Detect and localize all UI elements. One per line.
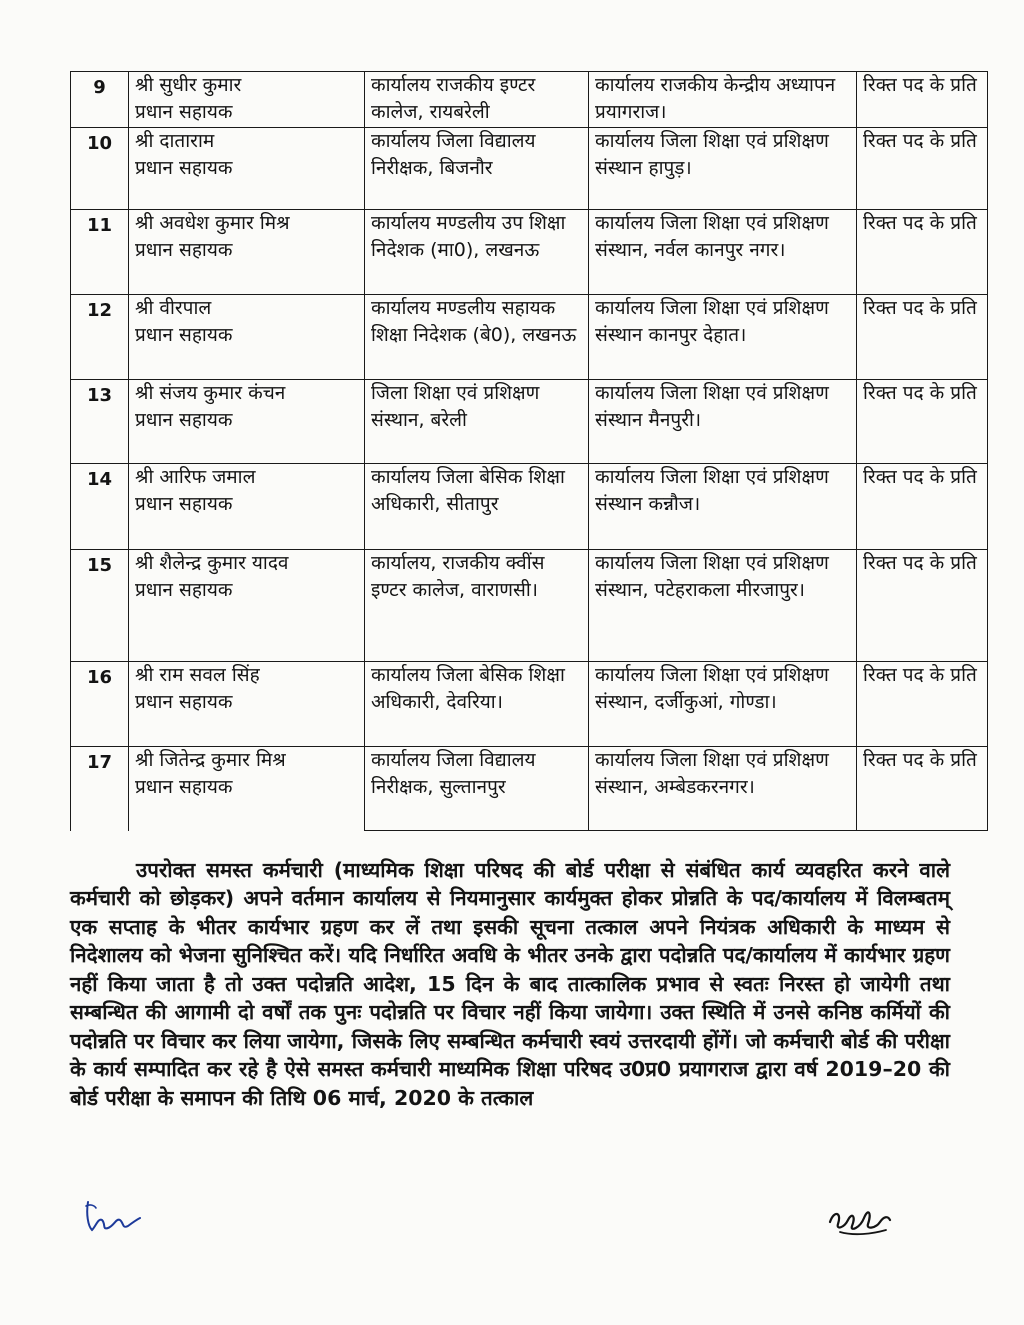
employee-cell — [129, 747, 365, 831]
current-office: कार्यालय जिला विद्यालय निरीक्षक, सुल्तानपुर — [365, 747, 589, 831]
employee-cell — [129, 380, 365, 464]
employee-name: श्री शैलेन्द्र कुमार यादव — [135, 552, 289, 574]
employee-designation: प्रधान सहायक — [135, 493, 233, 515]
employee-cell — [129, 550, 365, 662]
promoted-office: कार्यालय जिला शिक्षा एवं प्रशिक्षण संस्थान, दर्जीकुआं, गोण्डा। — [589, 662, 857, 747]
employee-name: श्री अवधेश कुमार मिश्र — [135, 212, 290, 234]
current-office: कार्यालय जिला बेसिक शिक्षा अधिकारी, सीतापुर — [365, 464, 589, 550]
current-office: कार्यालय मण्डलीय उप शिक्षा निदेशक (मा0), लखनऊ — [365, 210, 589, 295]
remark: रिक्त पद के प्रति — [857, 662, 988, 747]
serial-number: 16 — [71, 662, 129, 747]
employee-designation: प्रधान सहायक — [135, 101, 233, 123]
table-row — [71, 464, 988, 550]
promoted-office: कार्यालय जिला शिक्षा एवं प्रशिक्षण संस्थान कानपुर देहात। — [589, 295, 857, 380]
table-row — [71, 295, 988, 380]
promoted-office: कार्यालय जिला शिक्षा एवं प्रशिक्षण संस्थान मैनपुरी। — [589, 380, 857, 464]
employee-name: श्री राम सवल सिंह — [135, 664, 260, 686]
employee-name: श्री वीरपाल — [135, 297, 212, 319]
employee-cell — [129, 662, 365, 747]
promoted-office: कार्यालय राजकीय केन्द्रीय अध्यापन प्रयागराज। — [589, 72, 857, 128]
initials-signature — [82, 1196, 142, 1236]
employee-name: श्री दाताराम — [135, 130, 215, 152]
table-row — [71, 72, 988, 128]
employee-name: श्री संजय कुमार कंचन — [135, 382, 286, 404]
remark: रिक्त पद के प्रति — [857, 747, 988, 831]
promoted-office: कार्यालय जिला शिक्षा एवं प्रशिक्षण संस्थान, नर्वल कानपुर नगर। — [589, 210, 857, 295]
officer-signature — [826, 1198, 896, 1240]
promoted-office: कार्यालय जिला शिक्षा एवं प्रशिक्षण संस्थान, पटेहराकला मीरजापुर। — [589, 550, 857, 662]
employee-name: श्री जितेन्द्र कुमार मिश्र — [135, 749, 286, 771]
employee-cell — [129, 210, 365, 295]
current-office: कार्यालय राजकीय इण्टर कालेज, रायबरेली — [365, 72, 589, 128]
table-row — [71, 662, 988, 747]
serial-number: 17 — [71, 747, 129, 831]
current-office: कार्यालय जिला बेसिक शिक्षा अधिकारी, देवरिया। — [365, 662, 589, 747]
remark: रिक्त पद के प्रति — [857, 72, 988, 128]
employee-cell — [129, 72, 365, 128]
employee-designation: प्रधान सहायक — [135, 579, 233, 601]
table-row — [71, 210, 988, 295]
promoted-office: कार्यालय जिला शिक्षा एवं प्रशिक्षण संस्थान, अम्बेडकरनगर। — [589, 747, 857, 831]
promoted-office: कार्यालय जिला शिक्षा एवं प्रशिक्षण संस्थान कन्नौज। — [589, 464, 857, 550]
current-office: जिला शिक्षा एवं प्रशिक्षण संस्थान, बरेली — [365, 380, 589, 464]
serial-number: 11 — [71, 210, 129, 295]
employee-cell — [129, 464, 365, 550]
current-office: कार्यालय मण्डलीय सहायक शिक्षा निदेशक (बे0), लखनऊ — [365, 295, 589, 380]
employee-designation: प्रधान सहायक — [135, 776, 233, 798]
employee-designation: प्रधान सहायक — [135, 239, 233, 261]
employee-designation: प्रधान सहायक — [135, 409, 233, 431]
serial-number: 10 — [71, 128, 129, 210]
current-office: कार्यालय जिला विद्यालय निरीक्षक, बिजनौर — [365, 128, 589, 210]
serial-number: 14 — [71, 464, 129, 550]
employee-designation: प्रधान सहायक — [135, 324, 233, 346]
employee-designation: प्रधान सहायक — [135, 691, 233, 713]
employee-name: श्री आरिफ जमाल — [135, 466, 256, 488]
serial-number: 12 — [71, 295, 129, 380]
employee-name: श्री सुधीर कुमार — [135, 74, 242, 96]
employee-cell — [129, 128, 365, 210]
table-row — [71, 550, 988, 662]
promoted-office: कार्यालय जिला शिक्षा एवं प्रशिक्षण संस्थान हापुड़। — [589, 128, 857, 210]
table-row — [71, 747, 988, 831]
remark: रिक्त पद के प्रति — [857, 380, 988, 464]
remark: रिक्त पद के प्रति — [857, 210, 988, 295]
table-row — [71, 128, 988, 210]
serial-number: 15 — [71, 550, 129, 662]
remark: रिक्त पद के प्रति — [857, 550, 988, 662]
remark: रिक्त पद के प्रति — [857, 295, 988, 380]
current-office: कार्यालय, राजकीय क्वींस इण्टर कालेज, वाराणसी। — [365, 550, 589, 662]
remark: रिक्त पद के प्रति — [857, 128, 988, 210]
remark: रिक्त पद के प्रति — [857, 464, 988, 550]
instructions-paragraph: उपरोक्त समस्त कर्मचारी (माध्यमिक शिक्षा परिषद की बोर्ड परीक्षा से संबंधित कार्य व्यवहरित करने वाले कर्मचारी को छोड़कर) अपने वर्तमान कार्यालय से नियमानुसार कार्यमुक्त होकर प्रोन्नति के पद/कार्यालय में विलम्बतम् एक सप्ताह के भीतर कार्यभार ग्रहण कर लें तथा इसकी सूचना तत्काल अपने नियंत्रक अधिकारी के माध्यम से निदेशालय को भेजना सुनिश्चित करें। यदि निर्धारित अवधि के भीतर उनके द्वारा पदोन्नति पद/कार्यालय में कार्यभार ग्रहण नहीं किया जाता है तो उक्त पदोन्नति आदेश, 15 दिन के बाद तात्कालिक प्रभाव से स्वतः निरस्त हो जायेगी तथा सम्बन्धित की आगामी दो वर्षों तक पुनः पदोन्नति पर विचार नहीं किया जायेगा। उक्त स्थिति में उनसे कनिष्ठ कर्मियों की पदोन्नति पर विचार कर लिया जायेगा, जिसके लिए सम्बन्धित कर्मचारी स्वयं उत्तरदायी होंगें। जो कर्मचारी बोर्ड की परीक्षा के कार्य सम्पादित कर रहे है ऐसे समस्त कर्मचारी माध्यमिक शिक्षा परिषद उ0प्र0 प्रयागराज द्वारा वर्ष 2019–20 की बोर्ड परीक्षा के समापन की तिथि 06 मार्च, 2020 के तत्काल — [70, 857, 950, 1110]
serial-number: 9 — [71, 72, 129, 128]
serial-number: 13 — [71, 380, 129, 464]
table-row — [71, 380, 988, 464]
employee-cell — [129, 295, 365, 380]
employee-designation: प्रधान सहायक — [135, 157, 233, 179]
posting-table — [70, 71, 988, 831]
